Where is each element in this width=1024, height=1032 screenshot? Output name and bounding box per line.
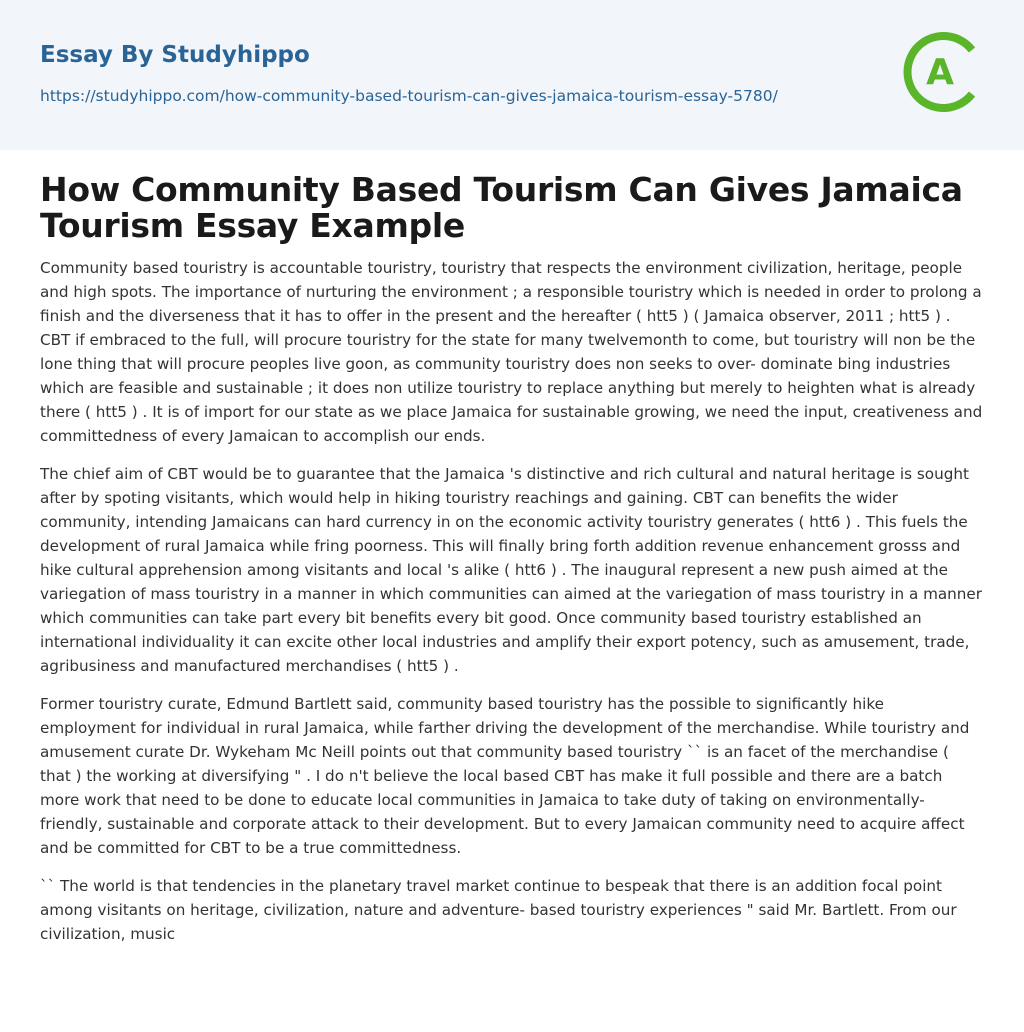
source-url-link[interactable]: https://studyhippo.com/how-community-based-tourism-can-gives-jamaica-tourism-essay-5780/: [40, 87, 778, 105]
article-paragraph-2: The chief aim of CBT would be to guarantee that the Jamaica 's distinctive and rich cultural and natural heritage is sought after by spoting visitants, which would help in hiking touristry reachings and gaining. CBT can benefits the wider community, intending Jamaicans can hard currency in on the economic activity touristry generates ( htt6 ) . This fuels the development of rural Jamaica while fring poorness. This will finally bring forth addition revenue enhancement grosss and hike cultural apprehension among visitants and local 's alike ( htt6 ) . The inaugural represent a new push aimed at the variegation of mass touristry in a manner in which communities can aimed at the variegation of mass touristry in a manner which communities can take part every bit benefits every bit good. Once community based touristry established an international individuality it can excite other local industries and amplify their export potency, such as amusement, trade, agribusiness and manufactured merchandises ( htt5 ) .: [40, 465, 983, 675]
article-paragraph-1: Community based touristry is accountable touristry, touristry that respects the environment civilization, heritage, people and high spots. The importance of nurturing the environment ; a responsible touristry which is needed in order to prolong a finish and the diverseness that it has to offer in the present and the hereafter ( htt5 ) ( Jamaica observer, 2011 ; htt5 ) . CBT if embraced to the full, will procure touristry for the state for many twelvemonth to come, but touristry will non be the lone thing that will procure peoples live goon, as community touristry does non seeks to over- dominate bing industries which are feasible and sustainable ; it does non utilize touristry to replace anything but merely to heighten what is already there ( htt5 ) . It is of import for our state as we place Jamaica for sustainable growing, we need the input, creativeness and committedness of every Jamaican to accomplish our ends.: [40, 259, 983, 445]
article-body: [0, 172, 1024, 946]
article-title: How Community Based Tourism Can Gives Jamaica Tourism Essay Example: [40, 170, 963, 245]
article-paragraph-4: `` The world is that tendencies in the planetary travel market continue to bespeak that there is an addition focal point among visitants on heritage, civilization, nature and adventure- based touristry experiences " said Mr. Bartlett. From our civilization, music: [40, 877, 957, 943]
logo-letter: A: [926, 52, 954, 93]
article-paragraph-3: Former touristry curate, Edmund Bartlett said, community based touristry has the possible to significantly hike employment for individual in rural Jamaica, while farther driving the development of the merchandise. While touristry and amusement curate Dr. Wykeham Mc Neill points out that community based touristry `` is an facet of the merchandise ( that ) the working at diversifying " . I do n't believe the local based CBT has make it full possible and there are a batch more work that need to be done to educate local communities in Jamaica to take duty of taking on environmentally- friendly, sustainable and corporate attack to their development. But to every Jamaican community need to acquire affect and be committed for CBT to be a true committedness.: [40, 695, 970, 857]
site-header: [0, 0, 1024, 150]
site-brand[interactable]: Essay By Studyhippo: [40, 42, 310, 68]
logo-icon[interactable]: [898, 28, 986, 116]
